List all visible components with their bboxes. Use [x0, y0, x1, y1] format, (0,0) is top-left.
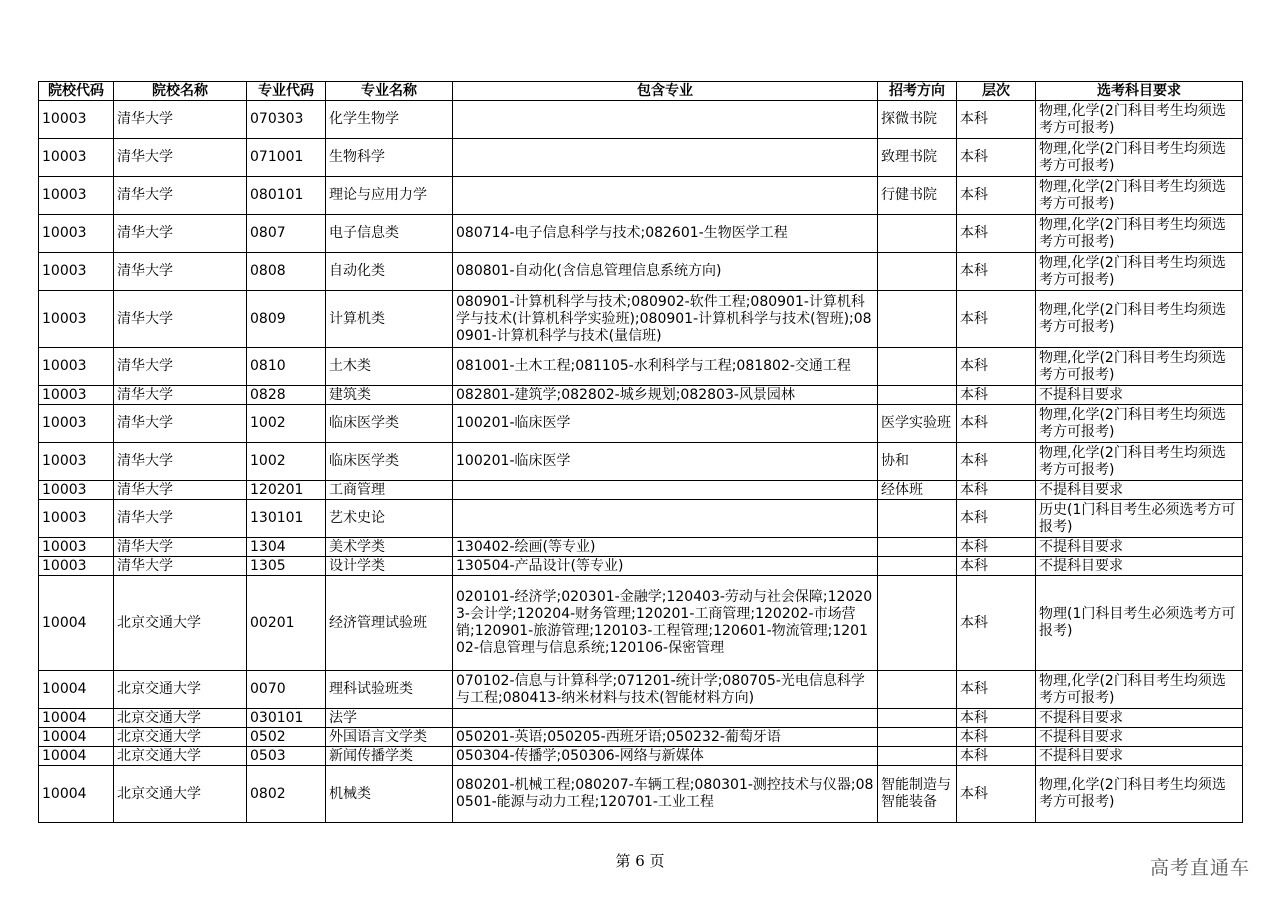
cell-direction	[878, 709, 957, 728]
cell-level: 本科	[957, 139, 1036, 177]
cell-included-majors: 082801-建筑学;082802-城乡规划;082803-风景园林	[453, 386, 878, 405]
cell-school-code: 10004	[39, 766, 114, 823]
cell-school-name: 清华大学	[114, 253, 247, 291]
cell-included-majors: 050201-英语;050205-西班牙语;050232-葡萄牙语	[453, 728, 878, 747]
table-row	[39, 709, 1243, 728]
table-row	[39, 215, 1243, 253]
cell-major-name: 机械类	[326, 766, 453, 823]
cell-major-code: 1304	[247, 538, 326, 557]
cell-major-code: 1002	[247, 405, 326, 443]
cell-direction	[878, 557, 957, 576]
table-row	[39, 728, 1243, 747]
table-row	[39, 101, 1243, 139]
cell-included-majors: 100201-临床医学	[453, 443, 878, 481]
cell-major-code: 0070	[247, 671, 326, 709]
cell-subject-requirement: 物理,化学(2门科目考生均须选考方可报考)	[1036, 671, 1243, 709]
cell-level: 本科	[957, 728, 1036, 747]
table-row	[39, 500, 1243, 538]
cell-included-majors: 100201-临床医学	[453, 405, 878, 443]
cell-subject-requirement: 物理(1门科目考生必须选考方可报考)	[1036, 576, 1243, 671]
cell-school-code: 10003	[39, 291, 114, 348]
cell-school-name: 清华大学	[114, 101, 247, 139]
cell-school-name: 清华大学	[114, 443, 247, 481]
cell-major-code: 0808	[247, 253, 326, 291]
header-school-name: 院校名称	[114, 82, 247, 101]
cell-major-code: 1305	[247, 557, 326, 576]
cell-subject-requirement: 物理,化学(2门科目考生均须选考方可报考)	[1036, 405, 1243, 443]
cell-level: 本科	[957, 291, 1036, 348]
cell-included-majors: 080901-计算机科学与技术;080902-软件工程;080901-计算机科学与技术(计算机科学实验班);080901-计算机科学与技术(智班);080901-计算机科学与技术(量信班)	[453, 291, 878, 348]
cell-direction	[878, 576, 957, 671]
cell-major-code: 00201	[247, 576, 326, 671]
cell-level: 本科	[957, 671, 1036, 709]
cell-school-name: 北京交通大学	[114, 728, 247, 747]
cell-level: 本科	[957, 576, 1036, 671]
cell-major-code: 1002	[247, 443, 326, 481]
table-row	[39, 405, 1243, 443]
cell-major-code: 0802	[247, 766, 326, 823]
cell-subject-requirement: 物理,化学(2门科目考生均须选考方可报考)	[1036, 215, 1243, 253]
cell-school-name: 清华大学	[114, 538, 247, 557]
cell-major-code: 070303	[247, 101, 326, 139]
cell-school-name: 北京交通大学	[114, 671, 247, 709]
cell-major-code: 0503	[247, 747, 326, 766]
cell-included-majors	[453, 139, 878, 177]
cell-major-code: 0809	[247, 291, 326, 348]
cell-level: 本科	[957, 215, 1036, 253]
cell-major-name: 美术学类	[326, 538, 453, 557]
cell-major-name: 建筑类	[326, 386, 453, 405]
cell-school-name: 北京交通大学	[114, 709, 247, 728]
cell-direction	[878, 253, 957, 291]
cell-subject-requirement: 不提科目要求	[1036, 386, 1243, 405]
cell-major-name: 化学生物学	[326, 101, 453, 139]
cell-included-majors	[453, 101, 878, 139]
cell-school-code: 10004	[39, 747, 114, 766]
cell-school-code: 10003	[39, 557, 114, 576]
cell-subject-requirement: 物理,化学(2门科目考生均须选考方可报考)	[1036, 766, 1243, 823]
header-row	[39, 82, 1243, 101]
cell-major-code: 030101	[247, 709, 326, 728]
cell-included-majors: 081001-土木工程;081105-水利科学与工程;081802-交通工程	[453, 348, 878, 386]
cell-school-code: 10003	[39, 538, 114, 557]
cell-school-name: 清华大学	[114, 348, 247, 386]
cell-direction	[878, 348, 957, 386]
cell-level: 本科	[957, 557, 1036, 576]
table-row	[39, 538, 1243, 557]
cell-included-majors	[453, 500, 878, 538]
cell-school-code: 10003	[39, 386, 114, 405]
cell-major-code: 0810	[247, 348, 326, 386]
cell-school-code: 10003	[39, 405, 114, 443]
cell-major-name: 自动化类	[326, 253, 453, 291]
cell-level: 本科	[957, 747, 1036, 766]
watermark-logo-text: 高考直通车	[1149, 857, 1250, 879]
header-school-code: 院校代码	[39, 82, 114, 101]
cell-major-code: 0828	[247, 386, 326, 405]
cell-major-code: 0502	[247, 728, 326, 747]
table-body	[39, 101, 1243, 823]
cell-direction: 智能制造与智能装备	[878, 766, 957, 823]
cell-subject-requirement: 不提科目要求	[1036, 728, 1243, 747]
cell-school-name: 清华大学	[114, 405, 247, 443]
cell-subject-requirement: 物理,化学(2门科目考生均须选考方可报考)	[1036, 101, 1243, 139]
header-level: 层次	[957, 82, 1036, 101]
cell-direction: 致理书院	[878, 139, 957, 177]
cell-school-code: 10003	[39, 139, 114, 177]
cell-included-majors: 080201-机械工程;080207-车辆工程;080301-测控技术与仪器;080501-能源与动力工程;120701-工业工程	[453, 766, 878, 823]
table-row	[39, 747, 1243, 766]
cell-major-code: 130101	[247, 500, 326, 538]
cell-school-name: 清华大学	[114, 291, 247, 348]
cell-subject-requirement: 物理,化学(2门科目考生均须选考方可报考)	[1036, 348, 1243, 386]
header-included-majors: 包含专业	[453, 82, 878, 101]
cell-direction	[878, 538, 957, 557]
table-row	[39, 348, 1243, 386]
cell-major-name: 土木类	[326, 348, 453, 386]
cell-major-name: 电子信息类	[326, 215, 453, 253]
table-row	[39, 139, 1243, 177]
table-row	[39, 766, 1243, 823]
cell-included-majors: 080801-自动化(含信息管理信息系统方向)	[453, 253, 878, 291]
cell-level: 本科	[957, 348, 1036, 386]
cell-included-majors: 070102-信息与计算科学;071201-统计学;080705-光电信息科学与工程;080413-纳米材料与技术(智能材料方向)	[453, 671, 878, 709]
cell-subject-requirement: 不提科目要求	[1036, 538, 1243, 557]
cell-major-name: 外国语言文学类	[326, 728, 453, 747]
cell-level: 本科	[957, 177, 1036, 215]
cell-major-name: 临床医学类	[326, 405, 453, 443]
cell-direction: 协和	[878, 443, 957, 481]
cell-school-name: 北京交通大学	[114, 576, 247, 671]
table-row	[39, 443, 1243, 481]
cell-school-name: 北京交通大学	[114, 747, 247, 766]
cell-direction: 经体班	[878, 481, 957, 500]
cell-level: 本科	[957, 709, 1036, 728]
cell-school-code: 10003	[39, 215, 114, 253]
cell-direction: 行健书院	[878, 177, 957, 215]
cell-school-code: 10004	[39, 671, 114, 709]
table-row	[39, 671, 1243, 709]
header-major-name: 专业名称	[326, 82, 453, 101]
cell-direction	[878, 386, 957, 405]
cell-level: 本科	[957, 253, 1036, 291]
table-row	[39, 386, 1243, 405]
cell-school-code: 10003	[39, 253, 114, 291]
cell-school-code: 10003	[39, 101, 114, 139]
table-row	[39, 177, 1243, 215]
cell-school-code: 10003	[39, 443, 114, 481]
cell-included-majors: 130504-产品设计(等专业)	[453, 557, 878, 576]
page-number: 第 6 页	[615, 852, 665, 870]
cell-level: 本科	[957, 386, 1036, 405]
cell-subject-requirement: 不提科目要求	[1036, 481, 1243, 500]
cell-direction: 探微书院	[878, 101, 957, 139]
cell-level: 本科	[957, 443, 1036, 481]
table-row	[39, 557, 1243, 576]
cell-direction	[878, 747, 957, 766]
cell-subject-requirement: 不提科目要求	[1036, 557, 1243, 576]
cell-major-name: 艺术史论	[326, 500, 453, 538]
cell-school-name: 清华大学	[114, 557, 247, 576]
cell-major-name: 经济管理试验班	[326, 576, 453, 671]
cell-school-name: 清华大学	[114, 500, 247, 538]
cell-school-code: 10003	[39, 481, 114, 500]
cell-level: 本科	[957, 101, 1036, 139]
cell-school-code: 10003	[39, 177, 114, 215]
enrollment-table	[38, 81, 1243, 823]
cell-major-name: 计算机类	[326, 291, 453, 348]
cell-school-code: 10004	[39, 709, 114, 728]
cell-school-code: 10004	[39, 728, 114, 747]
cell-school-code: 10003	[39, 348, 114, 386]
cell-major-name: 临床医学类	[326, 443, 453, 481]
cell-major-name: 生物科学	[326, 139, 453, 177]
cell-major-code: 080101	[247, 177, 326, 215]
cell-major-name: 设计学类	[326, 557, 453, 576]
cell-school-name: 清华大学	[114, 139, 247, 177]
header-major-code: 专业代码	[247, 82, 326, 101]
cell-included-majors: 020101-经济学;020301-金融学;120403-劳动与社会保障;120203-会计学;120204-财务管理;120201-工商管理;120202-市场营销;120901-旅游管理;120103-工程管理;120601-物流管理;120102-信息管理与信息系统;120106-保密管理	[453, 576, 878, 671]
cell-included-majors	[453, 177, 878, 215]
cell-included-majors: 130402-绘画(等专业)	[453, 538, 878, 557]
cell-subject-requirement: 物理,化学(2门科目考生均须选考方可报考)	[1036, 291, 1243, 348]
cell-major-code: 120201	[247, 481, 326, 500]
cell-school-name: 清华大学	[114, 481, 247, 500]
cell-level: 本科	[957, 481, 1036, 500]
cell-level: 本科	[957, 500, 1036, 538]
header-subject-requirement: 选考科目要求	[1036, 82, 1243, 101]
cell-subject-requirement: 物理,化学(2门科目考生均须选考方可报考)	[1036, 443, 1243, 481]
cell-school-name: 清华大学	[114, 177, 247, 215]
cell-major-name: 理科试验班类	[326, 671, 453, 709]
cell-school-name: 北京交通大学	[114, 766, 247, 823]
cell-direction	[878, 728, 957, 747]
cell-school-code: 10003	[39, 500, 114, 538]
cell-included-majors	[453, 481, 878, 500]
cell-major-name: 新闻传播学类	[326, 747, 453, 766]
cell-subject-requirement: 历史(1门科目考生必须选考方可报考)	[1036, 500, 1243, 538]
cell-level: 本科	[957, 538, 1036, 557]
cell-school-name: 清华大学	[114, 215, 247, 253]
cell-included-majors: 050304-传播学;050306-网络与新媒体	[453, 747, 878, 766]
cell-direction	[878, 500, 957, 538]
cell-direction	[878, 291, 957, 348]
table-row	[39, 576, 1243, 671]
cell-school-name: 清华大学	[114, 386, 247, 405]
cell-level: 本科	[957, 766, 1036, 823]
cell-major-name: 理论与应用力学	[326, 177, 453, 215]
cell-direction	[878, 671, 957, 709]
cell-direction	[878, 215, 957, 253]
cell-subject-requirement: 物理,化学(2门科目考生均须选考方可报考)	[1036, 253, 1243, 291]
cell-direction: 医学实验班	[878, 405, 957, 443]
header-direction: 招考方向	[878, 82, 957, 101]
table-row	[39, 481, 1243, 500]
cell-subject-requirement: 不提科目要求	[1036, 709, 1243, 728]
cell-subject-requirement: 物理,化学(2门科目考生均须选考方可报考)	[1036, 177, 1243, 215]
cell-major-name: 工商管理	[326, 481, 453, 500]
cell-included-majors: 080714-电子信息科学与技术;082601-生物医学工程	[453, 215, 878, 253]
table-row	[39, 291, 1243, 348]
cell-major-name: 法学	[326, 709, 453, 728]
cell-school-code: 10004	[39, 576, 114, 671]
cell-major-code: 0807	[247, 215, 326, 253]
cell-included-majors	[453, 709, 878, 728]
cell-subject-requirement: 不提科目要求	[1036, 747, 1243, 766]
table-row	[39, 253, 1243, 291]
cell-subject-requirement: 物理,化学(2门科目考生均须选考方可报考)	[1036, 139, 1243, 177]
cell-level: 本科	[957, 405, 1036, 443]
cell-major-code: 071001	[247, 139, 326, 177]
